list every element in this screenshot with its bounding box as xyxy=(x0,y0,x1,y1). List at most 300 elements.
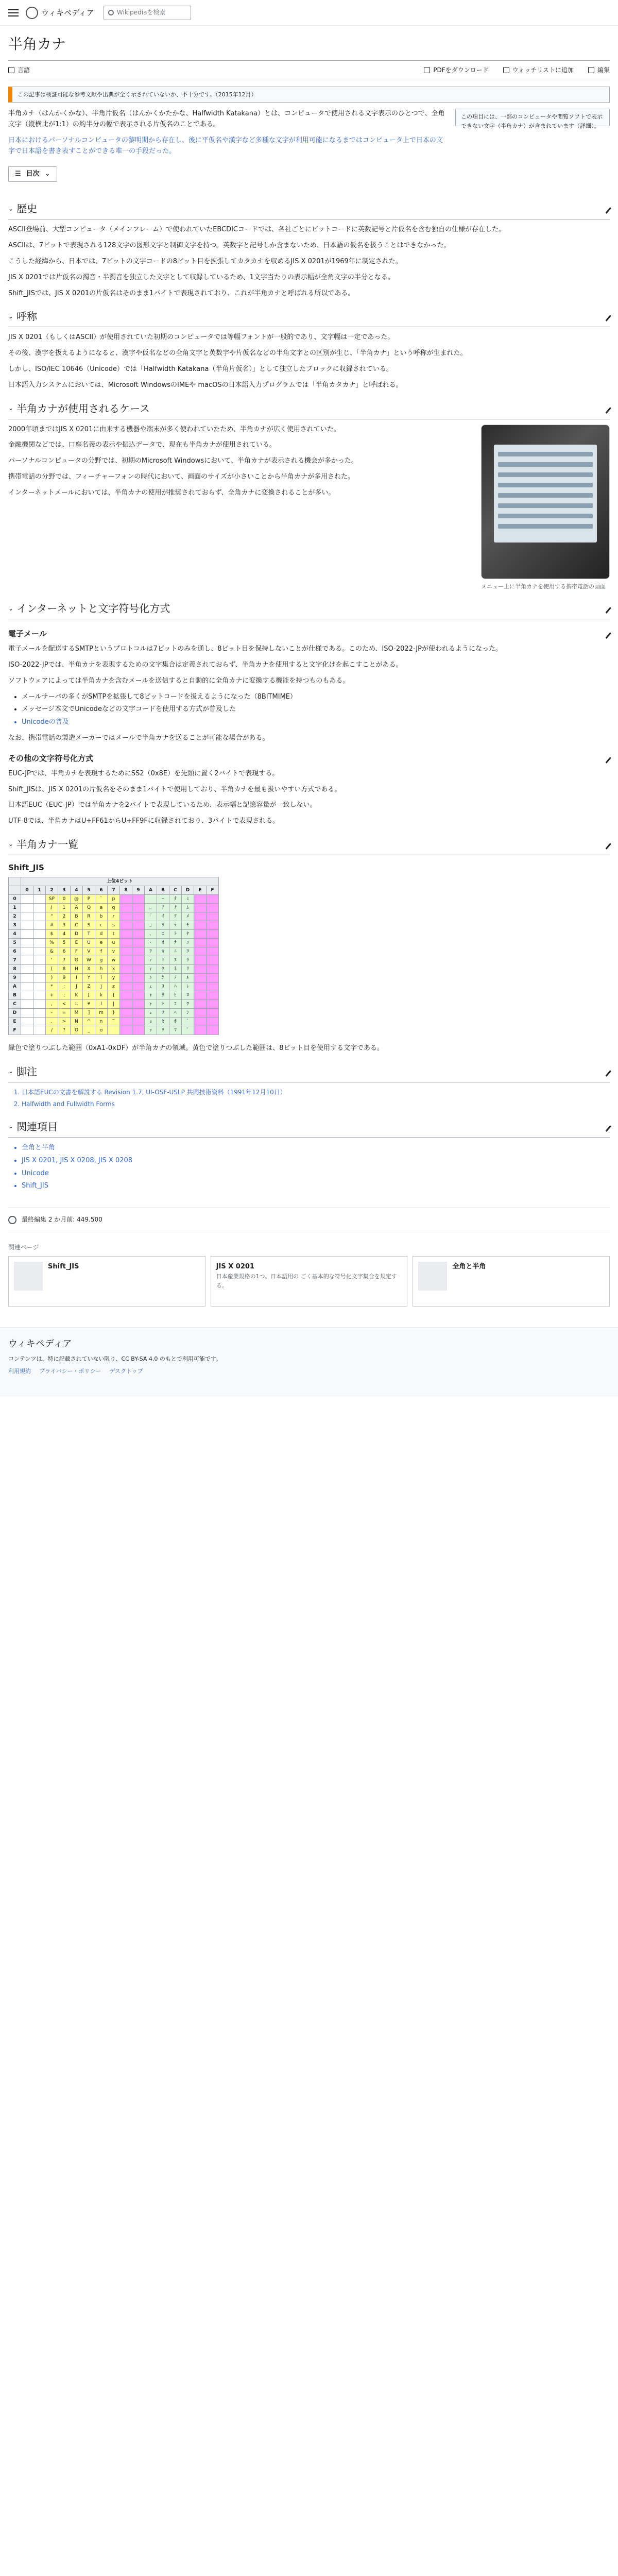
section-heading[interactable] xyxy=(8,1118,610,1138)
related-pages xyxy=(8,1243,610,1306)
table-cell xyxy=(120,912,132,921)
usage-text xyxy=(8,425,471,591)
table-cell xyxy=(21,1026,33,1035)
section-heading[interactable] xyxy=(8,600,610,619)
table-cell: ; xyxy=(58,991,71,999)
table-cell xyxy=(33,964,46,973)
table-cell: * xyxy=(46,982,58,991)
table-cell: j xyxy=(95,982,108,991)
paragraph: 日本語入力システムにおいては、Microsoft WindowsのIMEや macOSの日本語入力プログラムでは「半角カタカナ」と呼ばれる。 xyxy=(8,381,403,389)
table-cell: e xyxy=(95,938,108,947)
section-kana-table xyxy=(8,836,610,1054)
section-history xyxy=(8,200,610,299)
table-cell: % xyxy=(46,938,58,947)
table-cell: ｸ xyxy=(157,964,169,973)
table-cell: u xyxy=(108,938,120,947)
table-cell xyxy=(33,1008,46,1017)
table-cell: V xyxy=(83,947,95,956)
table-cell: ｿ xyxy=(157,1026,169,1035)
phone-image[interactable] xyxy=(481,425,610,579)
table-cell: ｰ xyxy=(157,894,169,903)
section-naming xyxy=(8,308,610,391)
table-cell: ｴ xyxy=(157,929,169,938)
table-cell: ﾘ xyxy=(182,964,194,973)
phone-figure xyxy=(481,425,610,591)
pencil-icon[interactable] xyxy=(601,753,611,764)
paragraph: こうした経緯から、日本では、7ビットの文字コードの8ビット目を拡張してカタカナを収めるJIS X 0201が1969年に制定された。 xyxy=(8,257,402,265)
paragraph: JIS X 0201（もしくはASCII）が使用されていた初期のコンピュータでは等幅フォントが一般的であり、文字幅は一定であった。 xyxy=(8,333,394,342)
table-cell xyxy=(33,1017,46,1026)
table-cell: p xyxy=(108,894,120,903)
search-icon xyxy=(108,10,114,15)
table-cell xyxy=(120,1026,132,1035)
table-row xyxy=(9,903,219,912)
page-title: 半角カナ xyxy=(8,26,610,61)
table-cell xyxy=(132,1026,145,1035)
table-cell: ﾉ xyxy=(169,973,182,982)
table-cell: L xyxy=(71,999,83,1008)
menu-icon[interactable] xyxy=(8,9,19,16)
table-cell: k xyxy=(95,991,108,999)
table-cell xyxy=(33,956,46,964)
page-footer xyxy=(0,1327,618,1397)
notice-text: この記事は検証可能な参考文献や出典が全く示されていないか、不十分です。（2015年12月） xyxy=(18,91,257,98)
language-button[interactable] xyxy=(8,65,30,75)
table-cell: I xyxy=(71,973,83,982)
menu-line xyxy=(498,514,593,518)
table-cell: ﾁ xyxy=(169,903,182,912)
table-row xyxy=(9,973,219,982)
table-cell: ﾓ xyxy=(182,921,194,929)
card-thumbnail xyxy=(418,1262,447,1291)
table-cell: ﾝ xyxy=(182,1008,194,1017)
pencil-icon[interactable] xyxy=(601,603,611,614)
paragraph: なお、携帯電話の製造メーカーではメールで半角カナを送ることが可能な場合がある。 xyxy=(8,734,269,742)
table-cell: r xyxy=(108,912,120,921)
table-cell xyxy=(21,973,33,982)
table-cell: ] xyxy=(83,1008,95,1017)
table-cell: ｩ xyxy=(145,973,157,982)
chevron-down-icon: ⌄ xyxy=(44,170,50,178)
table-cell xyxy=(21,903,33,912)
table-cell xyxy=(33,938,46,947)
table-cell: ﾒ xyxy=(182,912,194,921)
table-cell: t xyxy=(108,929,120,938)
table-cell: ' xyxy=(46,956,58,964)
table-cell: ｺ xyxy=(157,982,169,991)
table-cell xyxy=(33,894,46,903)
card-title: 全角と半角 xyxy=(452,1262,486,1270)
related-card[interactable] xyxy=(413,1256,610,1307)
subsection-heading xyxy=(8,628,610,640)
table-cell: m xyxy=(95,1008,108,1017)
table-cell: x xyxy=(108,964,120,973)
table-cell xyxy=(33,1026,46,1035)
column-header: 9 xyxy=(132,886,145,894)
table-cell: _ xyxy=(83,1026,95,1035)
download-icon xyxy=(424,67,430,73)
menu-line xyxy=(498,483,593,487)
table-cell: ﾖ xyxy=(182,947,194,956)
paragraph: 金融機関などでは、口座名義の表示や振込データで、現在も半角カナが使用されている。 xyxy=(8,441,276,449)
table-cell: > xyxy=(58,1017,71,1026)
bullet-list xyxy=(22,692,610,728)
table-cell: ﾅ xyxy=(169,938,182,947)
table-cell xyxy=(120,973,132,982)
table-cell xyxy=(207,999,219,1008)
column-header: 6 xyxy=(95,886,108,894)
section-related xyxy=(8,1118,610,1192)
chevron-down-icon: ⌄ xyxy=(8,312,14,320)
table-cell xyxy=(207,912,219,921)
card-description: 日本産業規格の1つ。日本語用の ごく基本的な符号化文字集合を規定する。 xyxy=(216,1273,397,1290)
subsection-title: その他の文字符号化方式 xyxy=(8,753,94,763)
table-row xyxy=(9,991,219,999)
table-cell xyxy=(21,894,33,903)
table-cell: ﾑ xyxy=(182,903,194,912)
row-header: E xyxy=(9,1017,21,1026)
section-heading[interactable] xyxy=(8,400,610,419)
site-logo-text: ウィキペディア xyxy=(41,8,94,18)
table-cell xyxy=(132,921,145,929)
table-cell: ﾄ xyxy=(169,929,182,938)
table-cell: q xyxy=(108,903,120,912)
table-cell: O xyxy=(71,1026,83,1035)
row-header: B xyxy=(9,991,21,999)
section-heading[interactable] xyxy=(8,200,610,219)
section-heading[interactable] xyxy=(8,1063,610,1082)
table-cell xyxy=(33,912,46,921)
site-logo[interactable] xyxy=(26,7,94,19)
search-placeholder: Wikipediaを検索 xyxy=(116,8,166,16)
table-cell: ﾋ xyxy=(169,991,182,999)
table-cell xyxy=(132,894,145,903)
section-heading[interactable] xyxy=(8,836,610,855)
paragraph: ASCIIは、7ビットで表現される128文字の図形文字と制御文字を持つ。英数字と記号しか含まないため、日本語の仮名を扱うことはできなかった。 xyxy=(8,242,451,250)
row-header: 0 xyxy=(9,894,21,903)
table-cell: P xyxy=(83,894,95,903)
pencil-icon[interactable] xyxy=(601,839,611,850)
table-cell xyxy=(207,982,219,991)
paragraph: ISO-2022-JPでは、半角カナを表現するための文字集合は定義されておらず、半角カナを使用すると文字化けを起こすことがある。 xyxy=(8,660,403,669)
wikipedia-globe-icon xyxy=(26,7,38,19)
table-cell xyxy=(21,982,33,991)
table-cell: ﾗ xyxy=(182,956,194,964)
related-link[interactable]: • Shift_JIS xyxy=(22,1181,610,1192)
table-cell xyxy=(132,903,145,912)
table-cell: ﾐ xyxy=(182,894,194,903)
table-cell xyxy=(21,1017,33,1026)
table-cell xyxy=(21,964,33,973)
table-cell xyxy=(108,1026,120,1035)
lead-text xyxy=(8,109,447,162)
table-cell xyxy=(207,938,219,947)
table-cell: a xyxy=(95,903,108,912)
table-cell: ! xyxy=(46,903,58,912)
table-cell: ､ xyxy=(145,929,157,938)
table-cell: W xyxy=(83,956,95,964)
table-cell: Y xyxy=(83,973,95,982)
pencil-icon[interactable] xyxy=(601,1122,611,1132)
table-cell: F xyxy=(71,947,83,956)
table-cell: ¥ xyxy=(83,999,95,1008)
paragraph: ソフトウェアによっては半角カナを含むメールを送信すると自動的に全角カナに変換する機能を持つものもある。 xyxy=(8,676,350,685)
related-card[interactable] xyxy=(8,1256,205,1307)
related-card[interactable] xyxy=(211,1256,408,1307)
table-cell xyxy=(120,964,132,973)
toc-button[interactable] xyxy=(8,166,57,182)
table-header-row xyxy=(9,877,219,886)
watchlist-button[interactable] xyxy=(503,65,574,75)
table-cell xyxy=(33,947,46,956)
row-header: F xyxy=(9,1026,21,1035)
table-caption: Shift_JIS xyxy=(8,862,44,872)
table-row xyxy=(9,912,219,921)
menu-line xyxy=(498,493,593,498)
pencil-icon[interactable] xyxy=(601,311,611,321)
pencil-icon[interactable] xyxy=(601,204,611,214)
paragraph: 携帯電話の分野では、フィーチャーフォンの時代において、画面のサイズが小さいことから半角カナが多用された。 xyxy=(8,472,354,481)
table-cell xyxy=(120,929,132,938)
table-cell: d xyxy=(95,929,108,938)
table-cell: X xyxy=(83,964,95,973)
table-cell: y xyxy=(108,973,120,982)
table-cell: S xyxy=(83,921,95,929)
table-cell xyxy=(21,947,33,956)
table-cell xyxy=(21,999,33,1008)
table-cell: ｦ xyxy=(145,947,157,956)
table-cell: ﾞ xyxy=(182,1017,194,1026)
table-cell: w xyxy=(108,956,120,964)
table-cell xyxy=(132,912,145,921)
table-cell xyxy=(33,903,46,912)
search-input[interactable] xyxy=(104,6,191,20)
table-cell xyxy=(194,929,207,938)
table-cell: ｹ xyxy=(157,973,169,982)
table-cell xyxy=(120,921,132,929)
related-link[interactable]: • JIS X 0201, JIS X 0208, JIS X 0208 xyxy=(22,1156,610,1166)
pencil-icon[interactable] xyxy=(601,1066,611,1077)
row-header: 7 xyxy=(9,956,21,964)
table-cell: # xyxy=(46,921,58,929)
footer-link[interactable]: デスクトップ xyxy=(109,1368,143,1375)
table-cell: ｵ xyxy=(157,938,169,947)
table-cell: ｢ xyxy=(145,912,157,921)
table-cell: { xyxy=(108,991,120,999)
table-cell xyxy=(132,982,145,991)
table-cell: ﾃ xyxy=(169,921,182,929)
language-label: 言語 xyxy=(18,66,30,74)
table-cell xyxy=(207,964,219,973)
last-edited-bar[interactable] xyxy=(8,1207,610,1232)
table-cell: ﾛ xyxy=(182,991,194,999)
table-cell: ｮ xyxy=(145,1017,157,1026)
paragraph: 電子メールを配送するSMTPというプロトコルは7ビットのみを通し、8ビット目を保持しないことが仕様である。このため、ISO-2022-JPが使われるようになった。 xyxy=(8,645,502,653)
corner-cell xyxy=(9,877,21,886)
table-cell xyxy=(194,982,207,991)
table-body xyxy=(9,894,219,1035)
table-cell xyxy=(132,929,145,938)
corner-cell xyxy=(9,886,21,894)
table-row xyxy=(9,929,219,938)
pencil-icon[interactable] xyxy=(601,403,611,414)
table-cell xyxy=(21,956,33,964)
paragraph: Shift_JISでは、JIS X 0201の片仮名はそのまま1バイトで表現されており、これが半角カナと呼ばれる所以である。 xyxy=(8,289,355,297)
table-cell: ｳ xyxy=(157,921,169,929)
table-cell: ﾌ xyxy=(169,999,182,1008)
edit-label: 編集 xyxy=(597,66,610,74)
table-cell: v xyxy=(108,947,120,956)
table-cell xyxy=(207,1026,219,1035)
paragraph: 日本語EUC（EUC-JP）では半角カナを2バイトで表現しているため、表示幅と記憶容量が一致しない。 xyxy=(8,801,317,809)
table-cell: ｼ xyxy=(157,999,169,1008)
chevron-down-icon: ⌄ xyxy=(8,205,14,212)
table-cell: ｧ xyxy=(145,956,157,964)
menu-line xyxy=(498,524,593,529)
table-cell xyxy=(194,921,207,929)
table-cell xyxy=(194,947,207,956)
paragraph: Shift_JISは、JIS X 0201の片仮名をそのまま1バイトで使用しており、半角カナを最も扱いやすい方式である。 xyxy=(8,785,341,793)
font-notice-box: この項目には、一部のコンピュータや閲覧ソフトで表示できない文字（半角カナ）が含まれています（詳細）。 xyxy=(455,109,610,126)
footer-links xyxy=(8,1367,610,1376)
footer-link[interactable]: プライバシー・ポリシー xyxy=(39,1368,101,1375)
table-cell: i xyxy=(95,973,108,982)
table-cell xyxy=(194,938,207,947)
table-cell: C xyxy=(71,921,83,929)
table-cell: 2 xyxy=(58,912,71,921)
table-cell: o xyxy=(95,1026,108,1035)
column-header: 2 xyxy=(46,886,58,894)
table-cell xyxy=(120,956,132,964)
star-icon xyxy=(503,67,509,73)
table-cell xyxy=(33,991,46,999)
table-cell xyxy=(120,982,132,991)
table-cell: 8 xyxy=(58,964,71,973)
table-row xyxy=(9,894,219,903)
row-header: 4 xyxy=(9,929,21,938)
table-cell xyxy=(132,938,145,947)
table-cell: ﾏ xyxy=(169,1026,182,1035)
table-cell: 7 xyxy=(58,956,71,964)
table-cell xyxy=(21,912,33,921)
pencil-icon[interactable] xyxy=(601,629,611,639)
table-cell xyxy=(207,956,219,964)
table-cell: " xyxy=(46,912,58,921)
table-row xyxy=(9,982,219,991)
reference-item[interactable]: 1. 日本語EUCの文書を解説する Revision 1.7, UI-OSF-USLP 共同技術資料（1991年12月10日） xyxy=(22,1088,610,1097)
table-cell: h xyxy=(95,964,108,973)
table-cell: ｡ xyxy=(145,903,157,912)
table-cell: f xyxy=(95,947,108,956)
row-header: 8 xyxy=(9,964,21,973)
table-cell xyxy=(132,1017,145,1026)
paragraph: ASCII登場前、大型コンピュータ（メインフレーム）で使われていたEBCDICコードでは、各社ごとにビットコードに英数記号と片仮名を含む独自の仕様が存在した。 xyxy=(8,226,505,234)
table-cell: ｨ xyxy=(145,964,157,973)
table-row xyxy=(9,947,219,956)
footer-logo: ウィキペディア xyxy=(8,1338,72,1349)
pdf-label: PDFをダウンロード xyxy=(433,66,489,74)
table-cell xyxy=(194,1008,207,1017)
edit-button[interactable] xyxy=(588,65,610,75)
table-row xyxy=(9,956,219,964)
kana-code-table xyxy=(8,877,219,1035)
chevron-down-icon: ⌄ xyxy=(8,604,14,612)
list-item[interactable]: • Unicodeの普及 xyxy=(22,717,610,728)
license-text: コンテンツは、特に記載されていない限り、CC BY-SA 4.0 のもとで利用可能です。 xyxy=(8,1355,221,1363)
table-cell xyxy=(120,1008,132,1017)
related-link[interactable]: • Unicode xyxy=(22,1168,610,1179)
section-heading[interactable] xyxy=(8,308,610,327)
table-cell: G xyxy=(71,956,83,964)
column-header: A xyxy=(145,886,157,894)
table-cell: ﾎ xyxy=(169,1017,182,1026)
table-cell xyxy=(194,964,207,973)
table-cell: Z xyxy=(83,982,95,991)
table-cell xyxy=(33,973,46,982)
table-cell: ﾂ xyxy=(169,912,182,921)
table-cell: T xyxy=(83,929,95,938)
table-cell: K xyxy=(71,991,83,999)
watch-label: ウォッチリストに追加 xyxy=(512,66,574,74)
reference-item[interactable]: 2. Halfwidth and Fullwidth Forms xyxy=(22,1099,610,1109)
table-cell xyxy=(132,964,145,973)
pdf-download-button[interactable] xyxy=(424,65,488,75)
table-cell xyxy=(120,999,132,1008)
table-row xyxy=(9,1026,219,1035)
table-cell: + xyxy=(46,991,58,999)
column-header: 8 xyxy=(120,886,132,894)
table-cell: SP xyxy=(46,894,58,903)
table-cell: l xyxy=(95,999,108,1008)
list-icon: ☰ xyxy=(15,170,21,178)
table-cell: g xyxy=(95,956,108,964)
table-cell: 9 xyxy=(58,973,71,982)
related-link[interactable]: • 全角と半角 xyxy=(22,1143,610,1154)
top-bar xyxy=(0,0,618,26)
row-header: 5 xyxy=(9,938,21,947)
table-cell: b xyxy=(95,912,108,921)
table-note: 緑色で塗りつぶした範囲（0xA1-0xDF）が半角カナの領域。黄色で塗りつぶした範囲は、8ビット目を使用する文字である。 xyxy=(8,1044,384,1052)
table-cell xyxy=(33,921,46,929)
table-cell: ﾕ xyxy=(182,938,194,947)
row-header: C xyxy=(9,999,21,1008)
table-cell: $ xyxy=(46,929,58,938)
table-cell xyxy=(207,947,219,956)
chevron-down-icon: ⌄ xyxy=(8,404,14,412)
lead-paragraph-2: 日本におけるパーソナルコンピュータの黎明期から存在し、後に平仮名や漢字など多種な文字が利用可能になるまではコンピュータ上で日本の文字で日本語を書き表すことができる唯一の手段だった。 xyxy=(8,136,443,155)
footer-link[interactable]: 利用規約 xyxy=(8,1368,31,1375)
table-cell: - xyxy=(46,1008,58,1017)
table-cell xyxy=(132,991,145,999)
table-cell: R xyxy=(83,912,95,921)
table-cell xyxy=(132,999,145,1008)
table-cell xyxy=(21,921,33,929)
table-cell: ｬ xyxy=(145,999,157,1008)
clock-icon xyxy=(8,1216,16,1224)
table-cell: ^ xyxy=(83,1017,95,1026)
table-cell: ｶ xyxy=(157,947,169,956)
table-row xyxy=(9,1017,219,1026)
lead-row xyxy=(8,109,610,162)
section-title: 脚注 xyxy=(16,1065,38,1078)
table-cell: ﾜ xyxy=(182,999,194,1008)
table-cell: ‾ xyxy=(108,1017,120,1026)
column-header: 4 xyxy=(71,886,83,894)
row-header: 1 xyxy=(9,903,21,912)
table-cell: ｽ xyxy=(157,1008,169,1017)
table-cell xyxy=(21,1008,33,1017)
table-cell: B xyxy=(71,912,83,921)
